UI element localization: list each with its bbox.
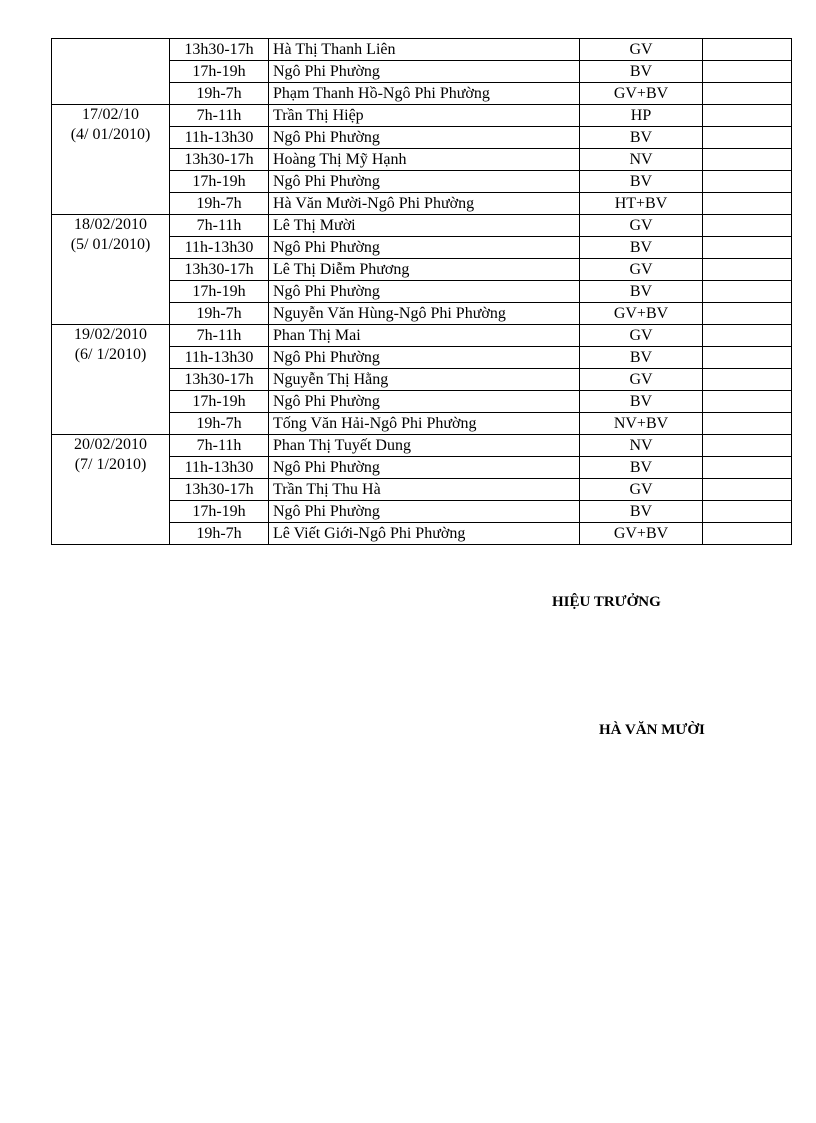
role-cell: HT+BV xyxy=(580,193,703,215)
name-cell: Ngô Phi Phường xyxy=(269,61,580,83)
note-cell xyxy=(703,193,792,215)
name-cell: Lê Viết Giới-Ngô Phi Phường xyxy=(269,523,580,545)
note-cell xyxy=(703,303,792,325)
name-cell: Ngô Phi Phường xyxy=(269,127,580,149)
role-cell: NV xyxy=(580,435,703,457)
name-cell: Nguyễn Văn Hùng-Ngô Phi Phường xyxy=(269,303,580,325)
note-cell xyxy=(703,215,792,237)
role-cell: BV xyxy=(580,237,703,259)
time-cell: 13h30-17h xyxy=(170,259,269,281)
duty-schedule-table xyxy=(51,38,792,545)
note-cell xyxy=(703,127,792,149)
date-label: 19/02/2010 xyxy=(74,326,147,343)
time-cell: 7h-11h xyxy=(170,105,269,127)
lunar-date-label: (5/ 01/2010) xyxy=(70,236,151,253)
note-cell xyxy=(703,149,792,171)
note-cell xyxy=(703,347,792,369)
name-cell: Hà Thị Thanh Liên xyxy=(269,39,580,61)
role-cell: BV xyxy=(580,171,703,193)
note-cell xyxy=(703,281,792,303)
time-cell: 19h-7h xyxy=(170,303,269,325)
note-cell xyxy=(703,325,792,347)
lunar-date-label: (6/ 1/2010) xyxy=(74,346,147,363)
signer-name: HÀ VĂN MƯỜI xyxy=(599,722,705,738)
role-cell: NV xyxy=(580,149,703,171)
name-cell: Trần Thị Thu Hà xyxy=(269,479,580,501)
date-cell xyxy=(52,325,170,435)
note-cell xyxy=(703,61,792,83)
name-cell: Ngô Phi Phường xyxy=(269,391,580,413)
name-cell: Ngô Phi Phường xyxy=(269,281,580,303)
name-cell: Trần Thị Hiệp xyxy=(269,105,580,127)
time-cell: 7h-11h xyxy=(170,325,269,347)
note-cell xyxy=(703,237,792,259)
role-cell: HP xyxy=(580,105,703,127)
name-cell: Lê Thị Diễm Phương xyxy=(269,259,580,281)
table-row xyxy=(52,39,792,61)
note-cell xyxy=(703,501,792,523)
name-cell: Phan Thị Mai xyxy=(269,325,580,347)
time-cell: 13h30-17h xyxy=(170,39,269,61)
schedule-body xyxy=(52,39,792,545)
name-cell: Phan Thị Tuyết Dung xyxy=(269,435,580,457)
name-cell: Ngô Phi Phường xyxy=(269,347,580,369)
note-cell xyxy=(703,391,792,413)
table-row xyxy=(52,105,792,127)
time-cell: 17h-19h xyxy=(170,171,269,193)
role-cell: GV xyxy=(580,259,703,281)
signature-title: HIỆU TRƯỞNG xyxy=(552,594,661,610)
time-cell: 13h30-17h xyxy=(170,369,269,391)
name-cell: Ngô Phi Phường xyxy=(269,501,580,523)
table-row xyxy=(52,215,792,237)
role-cell: GV xyxy=(580,215,703,237)
time-cell: 13h30-17h xyxy=(170,479,269,501)
time-cell: 17h-19h xyxy=(170,61,269,83)
role-cell: GV+BV xyxy=(580,523,703,545)
date-label: 17/02/10 xyxy=(82,106,139,123)
note-cell xyxy=(703,369,792,391)
role-cell: BV xyxy=(580,127,703,149)
name-cell: Phạm Thanh Hồ-Ngô Phi Phường xyxy=(269,83,580,105)
note-cell xyxy=(703,259,792,281)
time-cell: 19h-7h xyxy=(170,413,269,435)
name-cell: Nguyễn Thị Hằng xyxy=(269,369,580,391)
note-cell xyxy=(703,39,792,61)
role-cell: GV+BV xyxy=(580,303,703,325)
date-cell xyxy=(52,435,170,545)
table-row xyxy=(52,435,792,457)
time-cell: 11h-13h30 xyxy=(170,237,269,259)
note-cell xyxy=(703,83,792,105)
role-cell: BV xyxy=(580,347,703,369)
name-cell: Lê Thị Mười xyxy=(269,215,580,237)
name-cell: Hoàng Thị Mỹ Hạnh xyxy=(269,149,580,171)
role-cell: BV xyxy=(580,61,703,83)
role-cell: GV xyxy=(580,39,703,61)
date-cell xyxy=(52,39,170,105)
note-cell xyxy=(703,105,792,127)
time-cell: 17h-19h xyxy=(170,391,269,413)
note-cell xyxy=(703,523,792,545)
note-cell xyxy=(703,435,792,457)
note-cell xyxy=(703,479,792,501)
note-cell xyxy=(703,413,792,435)
name-cell: Ngô Phi Phường xyxy=(269,457,580,479)
date-label: 20/02/2010 xyxy=(74,436,147,453)
time-cell: 11h-13h30 xyxy=(170,347,269,369)
role-cell: BV xyxy=(580,391,703,413)
role-cell: GV xyxy=(580,369,703,391)
name-cell: Hà Văn Mười-Ngô Phi Phường xyxy=(269,193,580,215)
role-cell: BV xyxy=(580,457,703,479)
time-cell: 13h30-17h xyxy=(170,149,269,171)
name-cell: Ngô Phi Phường xyxy=(269,171,580,193)
time-cell: 7h-11h xyxy=(170,215,269,237)
time-cell: 19h-7h xyxy=(170,83,269,105)
time-cell: 19h-7h xyxy=(170,523,269,545)
date-cell xyxy=(52,105,170,215)
date-label: 18/02/2010 xyxy=(74,216,147,233)
time-cell: 7h-11h xyxy=(170,435,269,457)
note-cell xyxy=(703,457,792,479)
role-cell: BV xyxy=(580,281,703,303)
lunar-date-label: (7/ 1/2010) xyxy=(74,456,147,473)
time-cell: 11h-13h30 xyxy=(170,457,269,479)
table-row xyxy=(52,325,792,347)
name-cell: Ngô Phi Phường xyxy=(269,237,580,259)
date-cell xyxy=(52,215,170,325)
time-cell: 11h-13h30 xyxy=(170,127,269,149)
time-cell: 19h-7h xyxy=(170,193,269,215)
time-cell: 17h-19h xyxy=(170,281,269,303)
role-cell: BV xyxy=(580,501,703,523)
time-cell: 17h-19h xyxy=(170,501,269,523)
role-cell: GV xyxy=(580,479,703,501)
role-cell: GV xyxy=(580,325,703,347)
name-cell: Tống Văn Hải-Ngô Phi Phường xyxy=(269,413,580,435)
note-cell xyxy=(703,171,792,193)
role-cell: GV+BV xyxy=(580,83,703,105)
lunar-date-label: (4/ 01/2010) xyxy=(70,126,151,143)
role-cell: NV+BV xyxy=(580,413,703,435)
